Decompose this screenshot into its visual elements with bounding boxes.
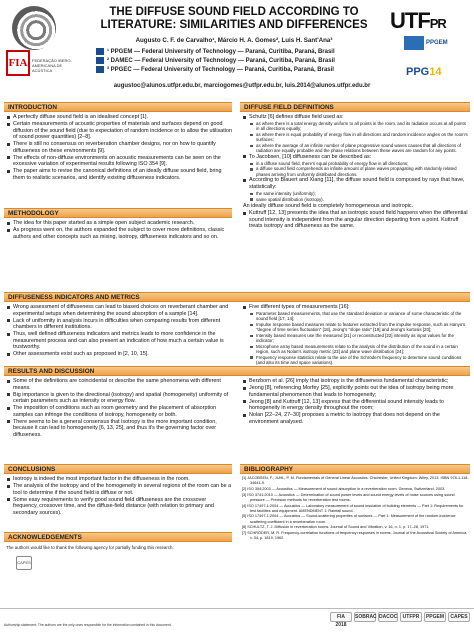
list-item: To Jacobsen, [10] diffuseness can be described as:	[242, 154, 470, 161]
list-item: The imposition of conditions such as room geometry and the placement of absorption samples can infringe the conditions of isotropy, homogeneity or both.	[6, 405, 232, 418]
methodology-body	[6, 220, 232, 241]
results-left-body	[6, 378, 232, 439]
list-item: Some of the definitions are coincidental or describe the same phenomena with different means.	[6, 378, 232, 391]
reference-item: [6] SCHULTZ, T. J. Diffusion in reverberation rooms. Journal of Sound and Vibration, v. 16, n. 1, p. 17–28, 1971.	[242, 525, 430, 530]
affiliation-marker-icon	[96, 66, 104, 73]
list-item: Thus, well defined diffuseness indicators and metrics leads to more confidence in the measurement process and can also present an indication of how much a certain value is trustworthy.	[6, 331, 232, 351]
results-right-body	[242, 378, 470, 426]
conclusions-body	[6, 476, 232, 517]
list-item: Schultz [6] defines diffuse field used as:	[242, 114, 470, 121]
title-line-1: THE DIFFUSE SOUND FIELD ACCORDING TO	[109, 6, 359, 18]
indicators-heading: DIFFUSENESS INDICATORS AND METRICS	[4, 292, 470, 302]
authorship-statement: Authorship statement: The authors are the only ones responsible for the information contained in this document.	[4, 623, 172, 627]
affiliation-marker-icon	[96, 57, 104, 64]
affiliation-3: ³ PPGEC — Federal University of Technology — Paraná, Curitiba, Paraná, Brasil	[96, 66, 396, 73]
authors-line: Augusto C. F. de Carvalho¹, Márcio H. A. Gomes², Luis H. Sant'Ana³	[135, 37, 333, 44]
affiliation-2: ² DAMEC — Federal University of Technology — Paraná, Curitiba, Paraná, Brasil	[96, 57, 396, 64]
indicators-right-body	[242, 304, 470, 366]
list-subitem: in a diffuse sound field, there's equal probability of energy flow in all directions;	[242, 161, 470, 166]
footer-logo-capes: CAPES	[448, 612, 470, 622]
fia-logo	[4, 6, 74, 84]
list-item: The paper aims to revise the canonical definitions of an ideally diffuse sound field, bring them to realistic scenarios, and identify existing diffuseness indicators.	[6, 168, 232, 181]
results-heading: RESULTS AND DISCUSSION	[4, 366, 470, 376]
footer-logo-sobrac: SOBRAC	[355, 614, 377, 620]
introduction-body	[6, 114, 232, 182]
list-subitem: as where there is a total energy density uniform to all points in the room, and its radiation occurs at all points in all directions equally;	[242, 121, 470, 131]
ideal-diffuse-statement: An ideally diffuse sound field is completely homogeneous and isotropic.	[243, 202, 414, 209]
reference-item: [2] ISO 354:2003 — Acoustics — Measurement of sound absorption in a reverberation room. Geneva, Switzerland, 2003.	[242, 486, 446, 491]
list-item: As progress went on, the authors expanded the subject to cover more definitions, classic authors and other concepts such as mixing, isotropy, diffuseness indicators and so on.	[6, 227, 232, 240]
bibliography-heading: BIBLIOGRAPHY	[240, 464, 470, 474]
author-emails[interactable]: augustoc@alunos.utfpr.edu.br, marciogomes@utfpr.edu.br, luis.2014@alunos.utfpr.edu.br	[113, 83, 371, 89]
list-item: Certain measurements of acoustic properties of materials and surfaces depend on good diffusion of the sound field (due to expectation of random incidence or to allow the utilisation of sound power quantities) [2–8].	[6, 121, 232, 141]
list-subitem: Microphone array based measurements relate to the analysis of the distribution of the sound in a certain region, such as Nolan's isotropy metric [23] and plane wave distribution [24];	[242, 344, 470, 354]
bibliography-list	[242, 476, 470, 542]
ack-text: The authors would like to thank the following agency for partially funding this research:	[6, 545, 174, 550]
list-subitem: a diffuse sound field comprehends an infinite amount of plane waves propagating with randomly related phases arriving from uniformly distributed directions.	[242, 166, 470, 176]
list-item: The effects of non-diffuse environments on acoustic measurements can be seen on the excessive variation of experimental results following ISO 354 [9].	[6, 155, 232, 168]
list-item: Big importance is given to the directional (isotropy) and spatial (homogeneity) uniformity of certain parameters such as intensity or energy flow.	[6, 392, 232, 405]
reference-item: [5] ISO 17497-1:2004 — Acoustics — Sound-scattering properties of surfaces — Part 1: Measurement of the random-incidence scattering coefficient in a reverberation room.	[242, 514, 456, 524]
list-item: Lack of uniformity in analysis incurs in difficulties when comparing results from different chambers in different institutions.	[6, 318, 232, 331]
list-item: Jeong [8], referencing Morfey [25], explicitly points out the idea of isotropy being more fundamental phenomenon that leads to homogeneity;	[242, 385, 470, 398]
poster-title	[78, 6, 390, 32]
list-item: Nolan [22–24, 27–30] proposes a metric to isotropy that does not depend on the environment analysed.	[242, 412, 470, 425]
reference-item: [3] ISO 3741:2010 — Acoustics — Determination of sound power levels and sound energy levels of noise sources using sound pressure — Precision methods for reverberation test rooms.	[242, 492, 455, 502]
footer-logo-utfpr: UTFPR	[400, 612, 422, 622]
list-item: There seems to be a general consensus that isotropy is the more important condition, because it can lead to homogeneity [6, 13, 25], and thus it's the governing factor over diffuseness.	[6, 419, 232, 439]
list-subitem: as where the average of an infinite number of plane progressive sound waves causes that all directions of radiation are equally probable and the phase relations between these waves are random for any points.	[242, 143, 470, 153]
capes-logo: CAPES	[16, 556, 32, 570]
indicators-left-body	[6, 304, 232, 358]
affiliation-marker-icon	[96, 48, 104, 55]
diffuse-defs-heading: DIFFUSE FIELD DEFINITIONS	[240, 102, 470, 112]
reference-item: [1] JACOBSEN, F.; JUHL, P. M. Fundamentals of General Linear Acoustics. Chichester, United Kingdom: Wiley, 2013. ISBN 978-1-118-34641-9.	[242, 476, 469, 486]
ack-heading: ACKNOWLEDGEMENTS	[4, 532, 232, 542]
list-item: The idea for this paper started as a simple open subject academic research.	[6, 220, 232, 227]
list-item: The analysis of the isotropy and of the homogeneity in several regions of the room can be a tool to determine if the sound field is diffuse or not.	[6, 483, 232, 496]
utfpr-logo: UTFPR	[390, 8, 446, 33]
list-item: Five different types of measurements [16]:	[242, 304, 470, 311]
list-item: Isotropy is indeed the most important factor in the diffuseness in the room.	[6, 476, 232, 483]
fia-logo-text: FIA	[6, 50, 30, 76]
list-subitem: Frequency response statistics relate to the use of the Schröder's frequency to determine sound conditions (and also its time and space variations).	[242, 355, 470, 365]
diffuse-defs-body	[242, 114, 470, 230]
list-item: Wrong assessment of diffuseness can lead to biased choices on reverberant chamber and experimental setups when determining the sound absorption of a sample [14].	[6, 304, 232, 317]
list-item: Some easy requirements to verify good sound field diffuseness are the crossover frequency, crossover time, and the diffuse-field distance (with relation to primary and secondary sources).	[6, 497, 232, 517]
list-subitem: Parameter based measurements, that use the standard deviation or variance of some characteristic of the sound field [17, 14];	[242, 311, 470, 321]
list-item: Jeong [8] and Kuttruff [12, 13] express that the differential sound intensity leads to homogeneity in energy density throughout the room;	[242, 399, 470, 412]
list-subitem: Intensity based measures use the measured [21] or reconstructed [22] intensity as input values for the indicator;	[242, 333, 470, 343]
list-subitem: the same intensity (uniformity);	[242, 191, 470, 196]
introduction-heading: INTRODUCTION	[4, 102, 232, 112]
list-item: Other assessments exist such as proposed in [2, 10, 15].	[6, 351, 232, 358]
list-subitem: as where there is equal probability of energy flow in all directions and random incidence angles on the room's surfaces;	[242, 132, 470, 142]
reference-item: [4] ISO 17497-1:2004 — Acoustics — Laboratory measurement of sound insulation of building elements — Part 1: Requirements for test facilities and equipment. AMENDMENT 1: Rainfall sound.	[242, 503, 464, 513]
ppgem-logo-icon	[404, 36, 424, 50]
title-line-2: LITERATURE: SIMILARITIES AND DIFFERENCES	[100, 19, 368, 31]
list-item: A perfectly diffuse sound field is an idealised concept [1].	[6, 114, 232, 121]
footer-logo-fia: FIA 2018	[330, 612, 352, 622]
list-item: According to Blauert and Xiang [11], the diffuse sound field is composed by rays that have, statistically:	[242, 177, 470, 190]
poster-header	[0, 0, 474, 94]
ppg14-logo: PPG14	[406, 66, 442, 78]
footer-logo-dacoc: DACOC	[379, 614, 398, 620]
affiliation-1: ¹ PPGEM — Federal University of Technology — Paraná, Curitiba, Paraná, Brasil	[96, 48, 396, 55]
methodology-heading: METHODOLOGY	[4, 208, 232, 218]
conclusions-heading: CONCLUSIONS	[4, 464, 232, 474]
fia-logo-subtitle: FEDERAÇÃO IBERO-AMERICANA DE ACÚSTICA	[32, 58, 72, 73]
list-subitem: same spatial distribution (isotropy).	[242, 197, 470, 202]
list-subitem: Impulse response based measures relate to features extracted from the impulse response, such as Hanyu's "degree of time series fluctuation" [18], Jeong's "slope ratio" [19] and Jeong's kurtosis [20];	[242, 322, 470, 332]
list-item: Berzborn et al. [26] imply that isotropy is the diffuseness fundamental characteristic;	[242, 378, 470, 385]
swirl-logo-icon	[12, 6, 56, 50]
ppgem-logo-text: PPGEM	[426, 40, 448, 46]
footer-logo-ppgem: PPGEM	[425, 614, 445, 620]
list-item: Kuttruff [12, 13] presents the idea that an isotropic sound field happens when the differential sound intensity is independent from the angular direction departing from a point. Kuttruff treats isotropy and diffuseness as the same.	[242, 210, 470, 230]
reference-item: [7] SCHRÖDER, M. R. Frequency-correlation functions of frequency responses in rooms. Journal of the Acoustical Society of America, v. 34, p. 1819, 1962.	[242, 531, 468, 541]
list-item: There is still no consensus on reverberation chamber designs, nor on how to quantify diffuseness on these environments [9].	[6, 141, 232, 154]
